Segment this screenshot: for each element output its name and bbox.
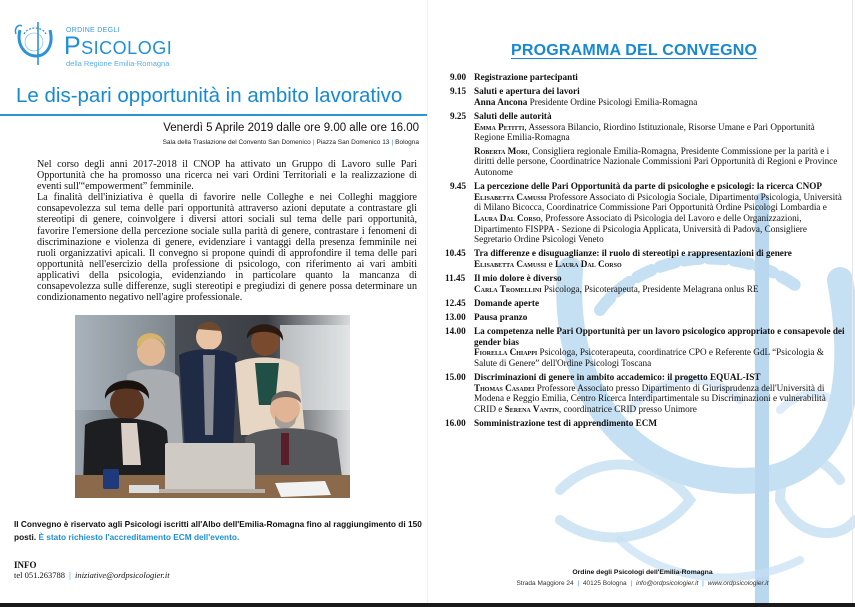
speaker-name: Fiorella Chiappi [474, 347, 538, 358]
program-item [445, 418, 845, 429]
program-item [450, 181, 845, 245]
venue-place: Sala della Traslazione del Convento San Domenico [162, 139, 311, 146]
title-underline [0, 114, 427, 116]
program-time: 11.45 [445, 273, 466, 284]
psi-logo-icon [14, 20, 56, 66]
venue-address: Piazza San Domenico 13 [316, 139, 390, 146]
program-item [445, 326, 845, 368]
logo-line-1: ORDINE DEGLI [66, 27, 120, 34]
page-edge [852, 0, 853, 603]
program-time: 10.45 [445, 248, 466, 259]
program-time: 14.00 [445, 326, 466, 337]
program-item-title: Discriminazioni di genere in ambito accademico: il progetto EQUAL-IST [474, 372, 761, 383]
speaker-name: Laura Dal Corso [474, 212, 541, 223]
program-item [445, 273, 845, 294]
logo-line-2: Psicologi [64, 32, 173, 60]
program-time: 12.45 [445, 297, 466, 308]
program-item-title: Somministrazione test di apprendimento ECM [474, 418, 658, 429]
speaker-role: Professore Associato presso Dipartimento di Giurisprudenza dell'Università di Modena e Reggio Emilia, Centro Ricerca Interdipartimentale su Discriminazioni e vulnerabilità CRID e [474, 382, 826, 414]
program-item [450, 86, 845, 107]
separator: | [577, 580, 580, 587]
program-time: 13.00 [445, 312, 466, 323]
footer-organization: Ordine degli Psicologi dell'Emilia-Romagna [572, 569, 713, 576]
footer-email-link[interactable]: info@ordpsicologier.it [636, 580, 699, 587]
separator: | [69, 570, 71, 580]
speaker-role: , Consigliera regionale Emilia-Romagna, Presidente Commissione per la parità e i diritti delle persone, Coordinatrice Nazionale Commissioni Pari Opportunità di Regioni e Province Autonome [474, 145, 838, 177]
program-time: 9.45 [450, 181, 467, 192]
page-bottom-border [0, 603, 855, 607]
logo-line-3: della Regione Emilia-Romagna [66, 59, 170, 68]
speaker-name: Thomas Casadei [474, 382, 535, 393]
speaker [474, 347, 845, 368]
program-item-title: La competenza nelle Pari Opportunità per un lavoro psicologico appropriato e consapevole dei gender bias [474, 326, 845, 347]
program-item-title: Saluti e apertura dei lavori [474, 86, 580, 97]
event-venue [163, 139, 419, 146]
program-item-title: Il mio dolore è diverso [474, 273, 562, 284]
program-item-title: Registrazione partecipanti [474, 72, 578, 82]
footer-website-link[interactable]: www.ordpsicologier.it [707, 580, 769, 587]
event-date: Venerdì 5 Aprile 2019 dalle ore 9.00 alle ore 16.00 [163, 122, 419, 134]
separator: | [702, 580, 704, 587]
info-heading: INFO [14, 560, 37, 570]
program-item [445, 372, 845, 414]
info-contacts [14, 570, 170, 580]
footer-city: 40125 Bologna [582, 580, 627, 587]
separator: | [391, 139, 394, 146]
program-item-title: La percezione delle Pari Opportunità da parte di psicologhe e psicologi: la ricerca CNOP [474, 181, 822, 192]
program-time: 9.25 [450, 110, 467, 121]
speaker [474, 192, 845, 245]
program-time: 9.15 [450, 86, 467, 97]
program-item-title: Tra differenze e disuguaglianze: il ruolo di stereotipi e rappresentazioni di genere [474, 248, 792, 259]
speaker-name: Anna Ancona [474, 96, 528, 107]
program-item [445, 248, 845, 269]
program-item-title: Saluti delle autorità [474, 110, 552, 121]
speaker-role: , Assessora Bilancio, Riordino Istituzionale, Risorse Umane e Pari Opportunità Regione Emilia-Romagna [474, 121, 815, 143]
intro-text [37, 159, 417, 303]
program-time: 15.00 [445, 372, 466, 383]
info-phone: tel 051.263788 [14, 570, 65, 580]
ordine-psicologi-logo [14, 20, 184, 70]
program-item [445, 312, 845, 323]
speaker [474, 284, 845, 295]
speaker-name: Roberta Mori [474, 145, 528, 156]
program-list [445, 72, 845, 432]
registration-notice [14, 518, 424, 543]
footer-street: Strada Maggiore 24 [516, 580, 574, 587]
venue-city: Bologna [395, 139, 419, 146]
speaker-name: Elisabetta Camussi [474, 191, 547, 202]
speaker-role: Presidente Ordine Psicologi Emilia-Romagna [527, 96, 698, 107]
program-item [450, 111, 845, 178]
speaker-name: Carla Tromellini [474, 283, 542, 294]
speaker-role: e [546, 258, 555, 269]
notice-text: Il Convegno è riservato agli Psicologi iscritti all'Albo dell'Emilia-Romagna fino al raggiungimento di 150 posti. [14, 519, 422, 542]
speaker [474, 97, 845, 108]
speaker-role: Professore Associato di Psicologia Sociale, Dipartimento Psicologia, Università di Milano Bicocca, Coordinatrice Commissione Pari Opportunità Ordine Psicologi Lombardia e [474, 191, 842, 213]
program-item [445, 297, 845, 309]
speaker-role: Psicologa, Psicoterapeuta, coordinatrice CPO e Referente GdL “Psicologia & Salute di Genere” dell'Ordine Psicologi Toscana [474, 347, 824, 368]
speaker-role: Psicologa, Psicoterapeuta, Presidente Melagrana onlus RE [541, 283, 759, 294]
team-photo-illustration [75, 315, 350, 498]
separator: | [312, 139, 315, 146]
speaker-name: Elisabetta Camussi [474, 258, 547, 269]
intro-paragraph: La finalità dell'iniziativa è quella di favorire nelle Colleghe e nei Colleghi maggiore consapevolezza sul tema delle pari opportunità attraverso azioni deputate a contrastare gli stereotipi di genere, coinvolgere i diversi attori sociali sul tema delle pari opportunità, favorire l'emersione della percezione sociale sulla parità di genere, contrastare i fenomeni di discriminazione e violenza di genere, evidenziare i vantaggi della presenza femminile nei ruoli organizzativi apicali. Il convegno si propone quindi di approfondire il tema delle pari opportunità nell'esercizio della professione di psicologo, con riferimento ai vari ambiti applicativi della psicologia, evidenziando in particolare quanto la mancanza di consapevolezza sulle differenze, sugli stereotipi e pregiudizi di genere possa determinare un condizionamento negativo nell'agire professionale. [37, 192, 417, 304]
event-title: Le dis-pari opportunità in ambito lavorativo [16, 84, 403, 107]
program-item-title: Domande aperte [474, 297, 540, 308]
intro-paragraph: Nel corso degli anni 2017-2018 il CNOP ha attivato un Gruppo di Lavoro sulle Pari Opportunità che ha promosso una ricerca nei vari Ordini Territoriali e la realizzazione di eventi sull'“empowerment” femminile. [37, 159, 417, 193]
team-photo [75, 315, 350, 498]
speaker [474, 259, 845, 270]
speaker [474, 146, 845, 178]
speaker [474, 122, 845, 143]
info-email-link[interactable]: iniziative@ordpsicologier.it [74, 570, 170, 580]
separator: | [630, 580, 633, 587]
program-title: PROGRAMMA DEL CONVEGNO [511, 42, 758, 59]
speaker-name: Serena Vantin [504, 403, 559, 414]
program-item [450, 72, 845, 83]
program-time: 16.00 [445, 418, 466, 429]
speaker-name: Laura Dal Corso [554, 258, 622, 269]
speaker-name: Emma Petitti [474, 121, 525, 132]
footer-address [430, 580, 855, 587]
speaker-role: , Professore Associato di Psicologia del Lavoro e delle Organizzazioni, Dipartimento FISPPA - Sezione di Psicologia Applicata, Università di Padova, Consigliere Segretario Ordine Psicologi Veneto [474, 212, 807, 245]
ecm-accreditation-note: È stato richiesto l'accreditamento ECM dell'evento. [38, 531, 240, 542]
speaker-role: , coordinatrice CRID presso Unimore [558, 403, 697, 414]
speaker [474, 383, 845, 415]
program-item-title: Pausa pranzo [474, 312, 528, 323]
column-divider [427, 0, 428, 603]
program-time: 9.00 [450, 72, 467, 82]
